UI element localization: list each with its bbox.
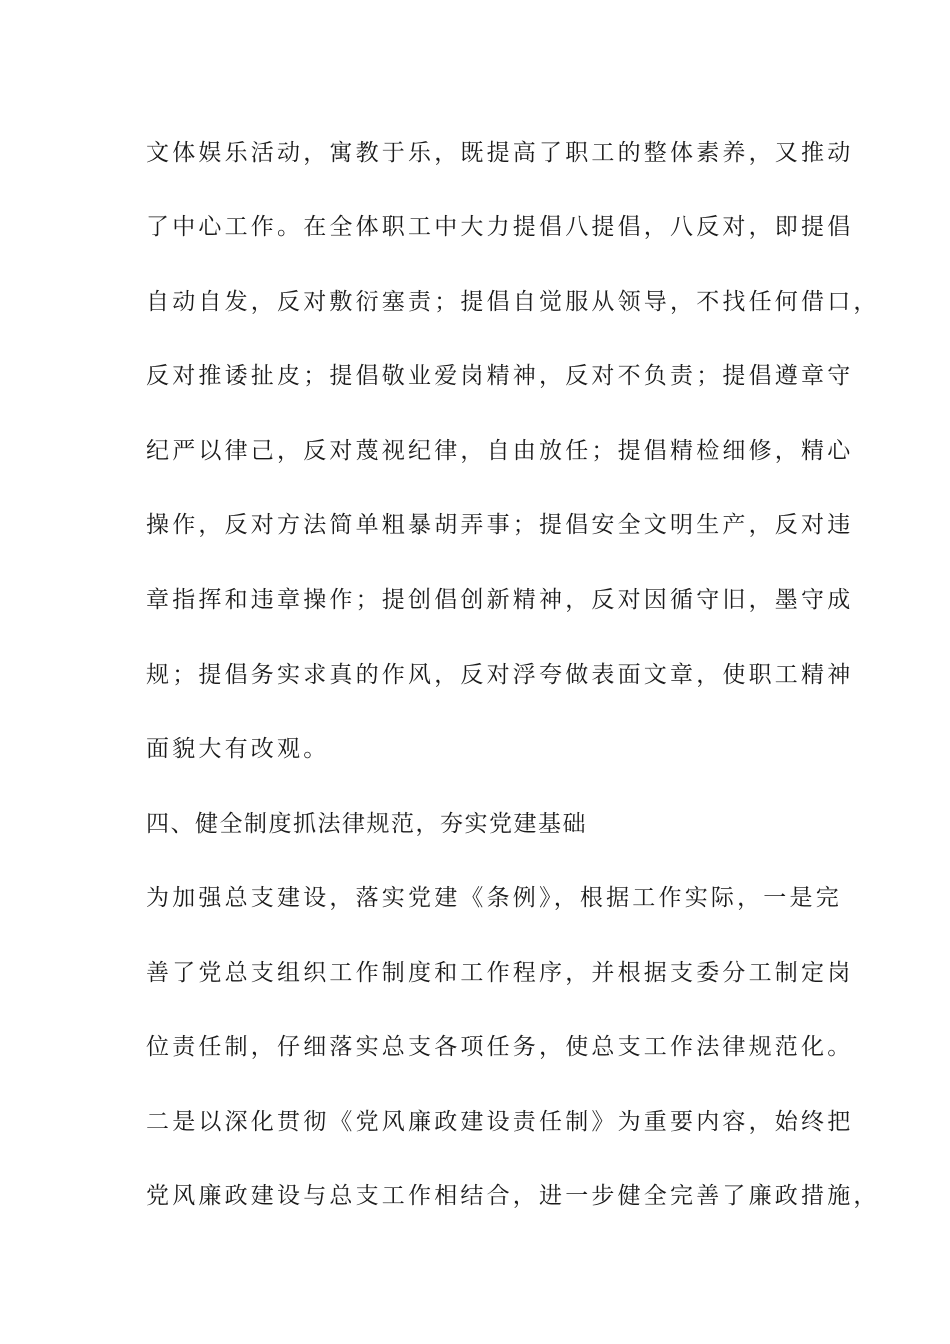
section-heading: 四、健全制度抓法律规范，夯实党建基础: [146, 811, 587, 837]
body-text-line: 了中心工作。在全体职工中大力提倡八提倡，八反对，即提倡: [146, 214, 854, 240]
body-text-line: 自动自发，反对敷衍塞责；提倡自觉服从领导，不找任何借口，: [146, 289, 880, 315]
body-text-line: 为加强总支建设，落实党建《条例》，根据工作实际，一是完: [146, 885, 842, 911]
body-text-line: 操作，反对方法简单粗暴胡弄事；提倡安全文明生产，反对违: [146, 512, 854, 538]
body-text-line: 规；提倡务实求真的作风，反对浮夸做表面文章，使职工精神: [146, 662, 854, 688]
body-text-line: 党风廉政建设与总支工作相结合，进一步健全完善了廉政措施，: [146, 1183, 880, 1209]
body-text-line: 文体娱乐活动，寓教于乐，既提高了职工的整体素养，又推动: [146, 140, 854, 166]
body-text-line: 反对推诿扯皮；提倡敬业爱岗精神，反对不负责；提倡遵章守: [146, 363, 854, 389]
body-text-line: 章指挥和违章操作；提创倡创新精神，反对因循守旧，墨守成: [146, 587, 854, 613]
body-text-line: 面貌大有改观。: [146, 736, 330, 762]
body-text-line: 善了党总支组织工作制度和工作程序，并根据支委分工制定岗: [146, 960, 854, 986]
body-text-line: 位责任制，仔细落实总支各项任务，使总支工作法律规范化。: [146, 1034, 854, 1060]
body-text-line: 二是以深化贯彻《党风廉政建设责任制》为重要内容，始终把: [146, 1109, 854, 1135]
body-text-line: 纪严以律己，反对蔑视纪律，自由放任；提倡精检细修，精心: [146, 438, 854, 464]
